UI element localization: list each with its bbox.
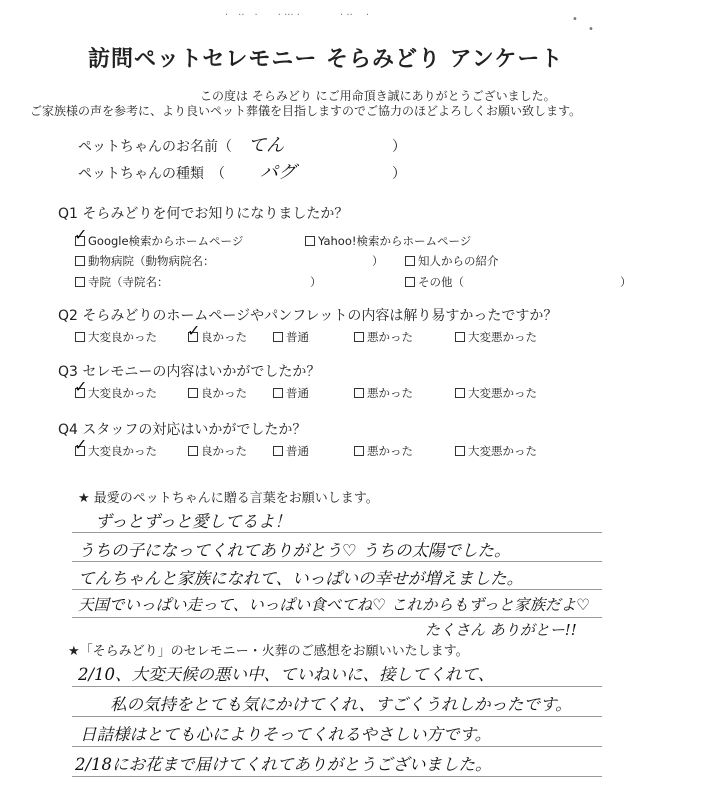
checkbox[interactable]	[354, 446, 364, 456]
q1-option-google[interactable]	[74, 225, 244, 249]
checkbox[interactable]	[75, 277, 85, 287]
q1-option-friend[interactable]	[405, 253, 499, 269]
q3-option-bad[interactable]	[354, 385, 413, 401]
q1-option-yahoo-label: Yahoo!検索からホームページ	[318, 234, 472, 248]
q3-option-very-bad[interactable]	[455, 385, 537, 401]
q4-option-label: 悪かった	[367, 444, 413, 458]
message-line-1[interactable]: ずっとずっと愛してるよ！	[95, 512, 292, 531]
section-message-heading: ★ 最愛のペットちゃんに贈る言葉をお願いします。	[78, 491, 379, 506]
q1-option-other-label: その他（	[418, 275, 464, 289]
message-line-4[interactable]: 天国でいっぱい走って、いっぱい食べてね♡ これからもずっと家族だよ♡	[78, 596, 590, 614]
q2-option-normal[interactable]	[273, 329, 309, 345]
message-line-3[interactable]: てんちゃんと家族になれて、いっぱいの幸せが増えました。	[78, 569, 524, 588]
checkbox[interactable]	[354, 332, 364, 342]
q1-option-hospital[interactable]	[75, 253, 215, 269]
q1-option-temple-label: 寺院（寺院名：	[88, 275, 169, 289]
q1-option-temple[interactable]	[75, 274, 169, 290]
writing-line	[72, 561, 602, 562]
q3-option-good[interactable]	[188, 385, 247, 401]
check-mark-icon: ✓	[74, 435, 88, 454]
q4-option-label: 大変良かった	[88, 444, 157, 458]
q1-option-friend-label: 知人からの紹介	[418, 254, 499, 268]
checkbox[interactable]	[455, 388, 465, 398]
q2-option-good[interactable]	[187, 321, 247, 345]
impression-line-3[interactable]: 日詰様はとても心によりそってくれるやさしい方です。	[80, 725, 492, 744]
section-impression-heading: ★「そらみどり」のセレモニー・火葬のご感想をお願いいたします。	[68, 644, 469, 659]
scan-noise: · ·· · · ··· · · ·· ·	[225, 10, 370, 21]
q1-option-google-label: Google検索からホームページ	[88, 234, 244, 248]
q3-question: Q3 セレモニーの内容はいかがでしたか？	[58, 364, 321, 380]
impression-line-4[interactable]: 2/18にお花まで届けてくれてありがとうございました。	[75, 755, 492, 774]
writing-line	[72, 617, 602, 618]
q1-option-other[interactable]	[405, 274, 464, 290]
checkbox[interactable]	[188, 388, 198, 398]
checkbox[interactable]	[188, 446, 198, 456]
pet-type-close: ）	[392, 166, 406, 182]
q2-option-bad[interactable]	[354, 329, 413, 345]
q1-option-other-close: ）	[620, 275, 632, 289]
check-mark-icon: ✓	[74, 225, 88, 244]
q4-option-good[interactable]	[188, 443, 247, 459]
q2-question: Q2 そらみどりのホームページやパンフレットの内容は解り易すかったですか？	[58, 308, 558, 324]
pet-type-label: ペットちゃんの種類 （	[78, 166, 225, 182]
writing-line	[72, 532, 602, 533]
q3-option-label: 大変悪かった	[468, 386, 537, 400]
checkbox[interactable]	[273, 332, 283, 342]
checkbox[interactable]	[455, 446, 465, 456]
checkbox[interactable]	[405, 256, 415, 266]
q4-option-label: 良かった	[201, 444, 247, 458]
checkbox[interactable]	[305, 236, 315, 246]
check-mark-icon: ✓	[187, 321, 201, 340]
checkbox[interactable]	[354, 388, 364, 398]
writing-line	[72, 589, 602, 590]
pet-name-value[interactable]: てん	[248, 135, 284, 156]
q3-option-label: 大変良かった	[88, 386, 157, 400]
q2-option-label: 大変良かった	[88, 330, 157, 344]
q2-option-very-bad[interactable]	[455, 329, 537, 345]
q3-option-very-good[interactable]	[74, 377, 157, 401]
q4-question: Q4 スタッフの対応はいかがでしたか？	[58, 422, 307, 438]
checkbox[interactable]	[455, 332, 465, 342]
checkbox[interactable]	[273, 446, 283, 456]
q4-option-bad[interactable]	[354, 443, 413, 459]
checkbox[interactable]	[405, 277, 415, 287]
q2-option-very-good[interactable]	[75, 329, 157, 345]
q4-option-label: 大変悪かった	[468, 444, 537, 458]
q1-option-hospital-close: ）	[372, 254, 384, 268]
check-mark-icon: ✓	[74, 377, 88, 396]
pet-name-label: ペットちゃんのお名前（	[78, 139, 232, 155]
q2-option-label: 悪かった	[367, 330, 413, 344]
q4-option-very-good[interactable]	[74, 435, 157, 459]
q3-option-label: 良かった	[201, 386, 247, 400]
q3-option-label: 普通	[286, 386, 309, 400]
message-line-5[interactable]: たくさん ありがとー!!	[425, 621, 577, 639]
writing-line	[72, 716, 602, 717]
writing-line	[72, 746, 602, 747]
intro-line-2: ご家族様の声を参考に、より良いペット葬儀を目指しますのでご協力のほどよろしくお願い致します。	[30, 104, 582, 118]
q1-option-hospital-label: 動物病院（動物病院名：	[88, 254, 215, 268]
q2-option-label: 大変悪かった	[468, 330, 537, 344]
pet-type-value[interactable]: パグ	[260, 162, 296, 183]
q1-option-yahoo[interactable]	[305, 233, 471, 249]
checkbox[interactable]	[75, 256, 85, 266]
impression-line-1[interactable]: 2/10、大変天候の悪い中、ていねいに、接してくれて、	[78, 665, 495, 684]
writing-line	[72, 686, 602, 687]
q4-option-label: 普通	[286, 444, 309, 458]
q3-option-label: 悪かった	[367, 386, 413, 400]
q1-question: Q1 そらみどりを何でお知りになりましたか？	[58, 206, 349, 222]
q4-option-very-bad[interactable]	[455, 443, 537, 459]
page-title: 訪問ペットセレモニー そらみどり アンケート	[88, 47, 564, 72]
intro-line-1: この度は そらみどり にご用命頂き誠にありがとうございました。	[200, 89, 556, 103]
q1-option-temple-close: ）	[310, 275, 322, 289]
message-line-2[interactable]: うちの子になってくれてありがとう♡ うちの太陽でした。	[78, 541, 511, 560]
checkbox[interactable]	[273, 388, 283, 398]
writing-line	[72, 776, 602, 777]
q2-option-label: 普通	[286, 330, 309, 344]
pet-name-close: ）	[392, 139, 406, 155]
q3-option-normal[interactable]	[273, 385, 309, 401]
checkbox[interactable]	[75, 332, 85, 342]
q2-option-label: 良かった	[201, 330, 247, 344]
scan-noise-dot: •	[588, 24, 594, 35]
q4-option-normal[interactable]	[273, 443, 309, 459]
impression-line-2[interactable]: 私の気持をとても気にかけてくれ、すごくうれしかったです。	[110, 695, 572, 714]
scan-noise-dot: •	[572, 14, 578, 25]
